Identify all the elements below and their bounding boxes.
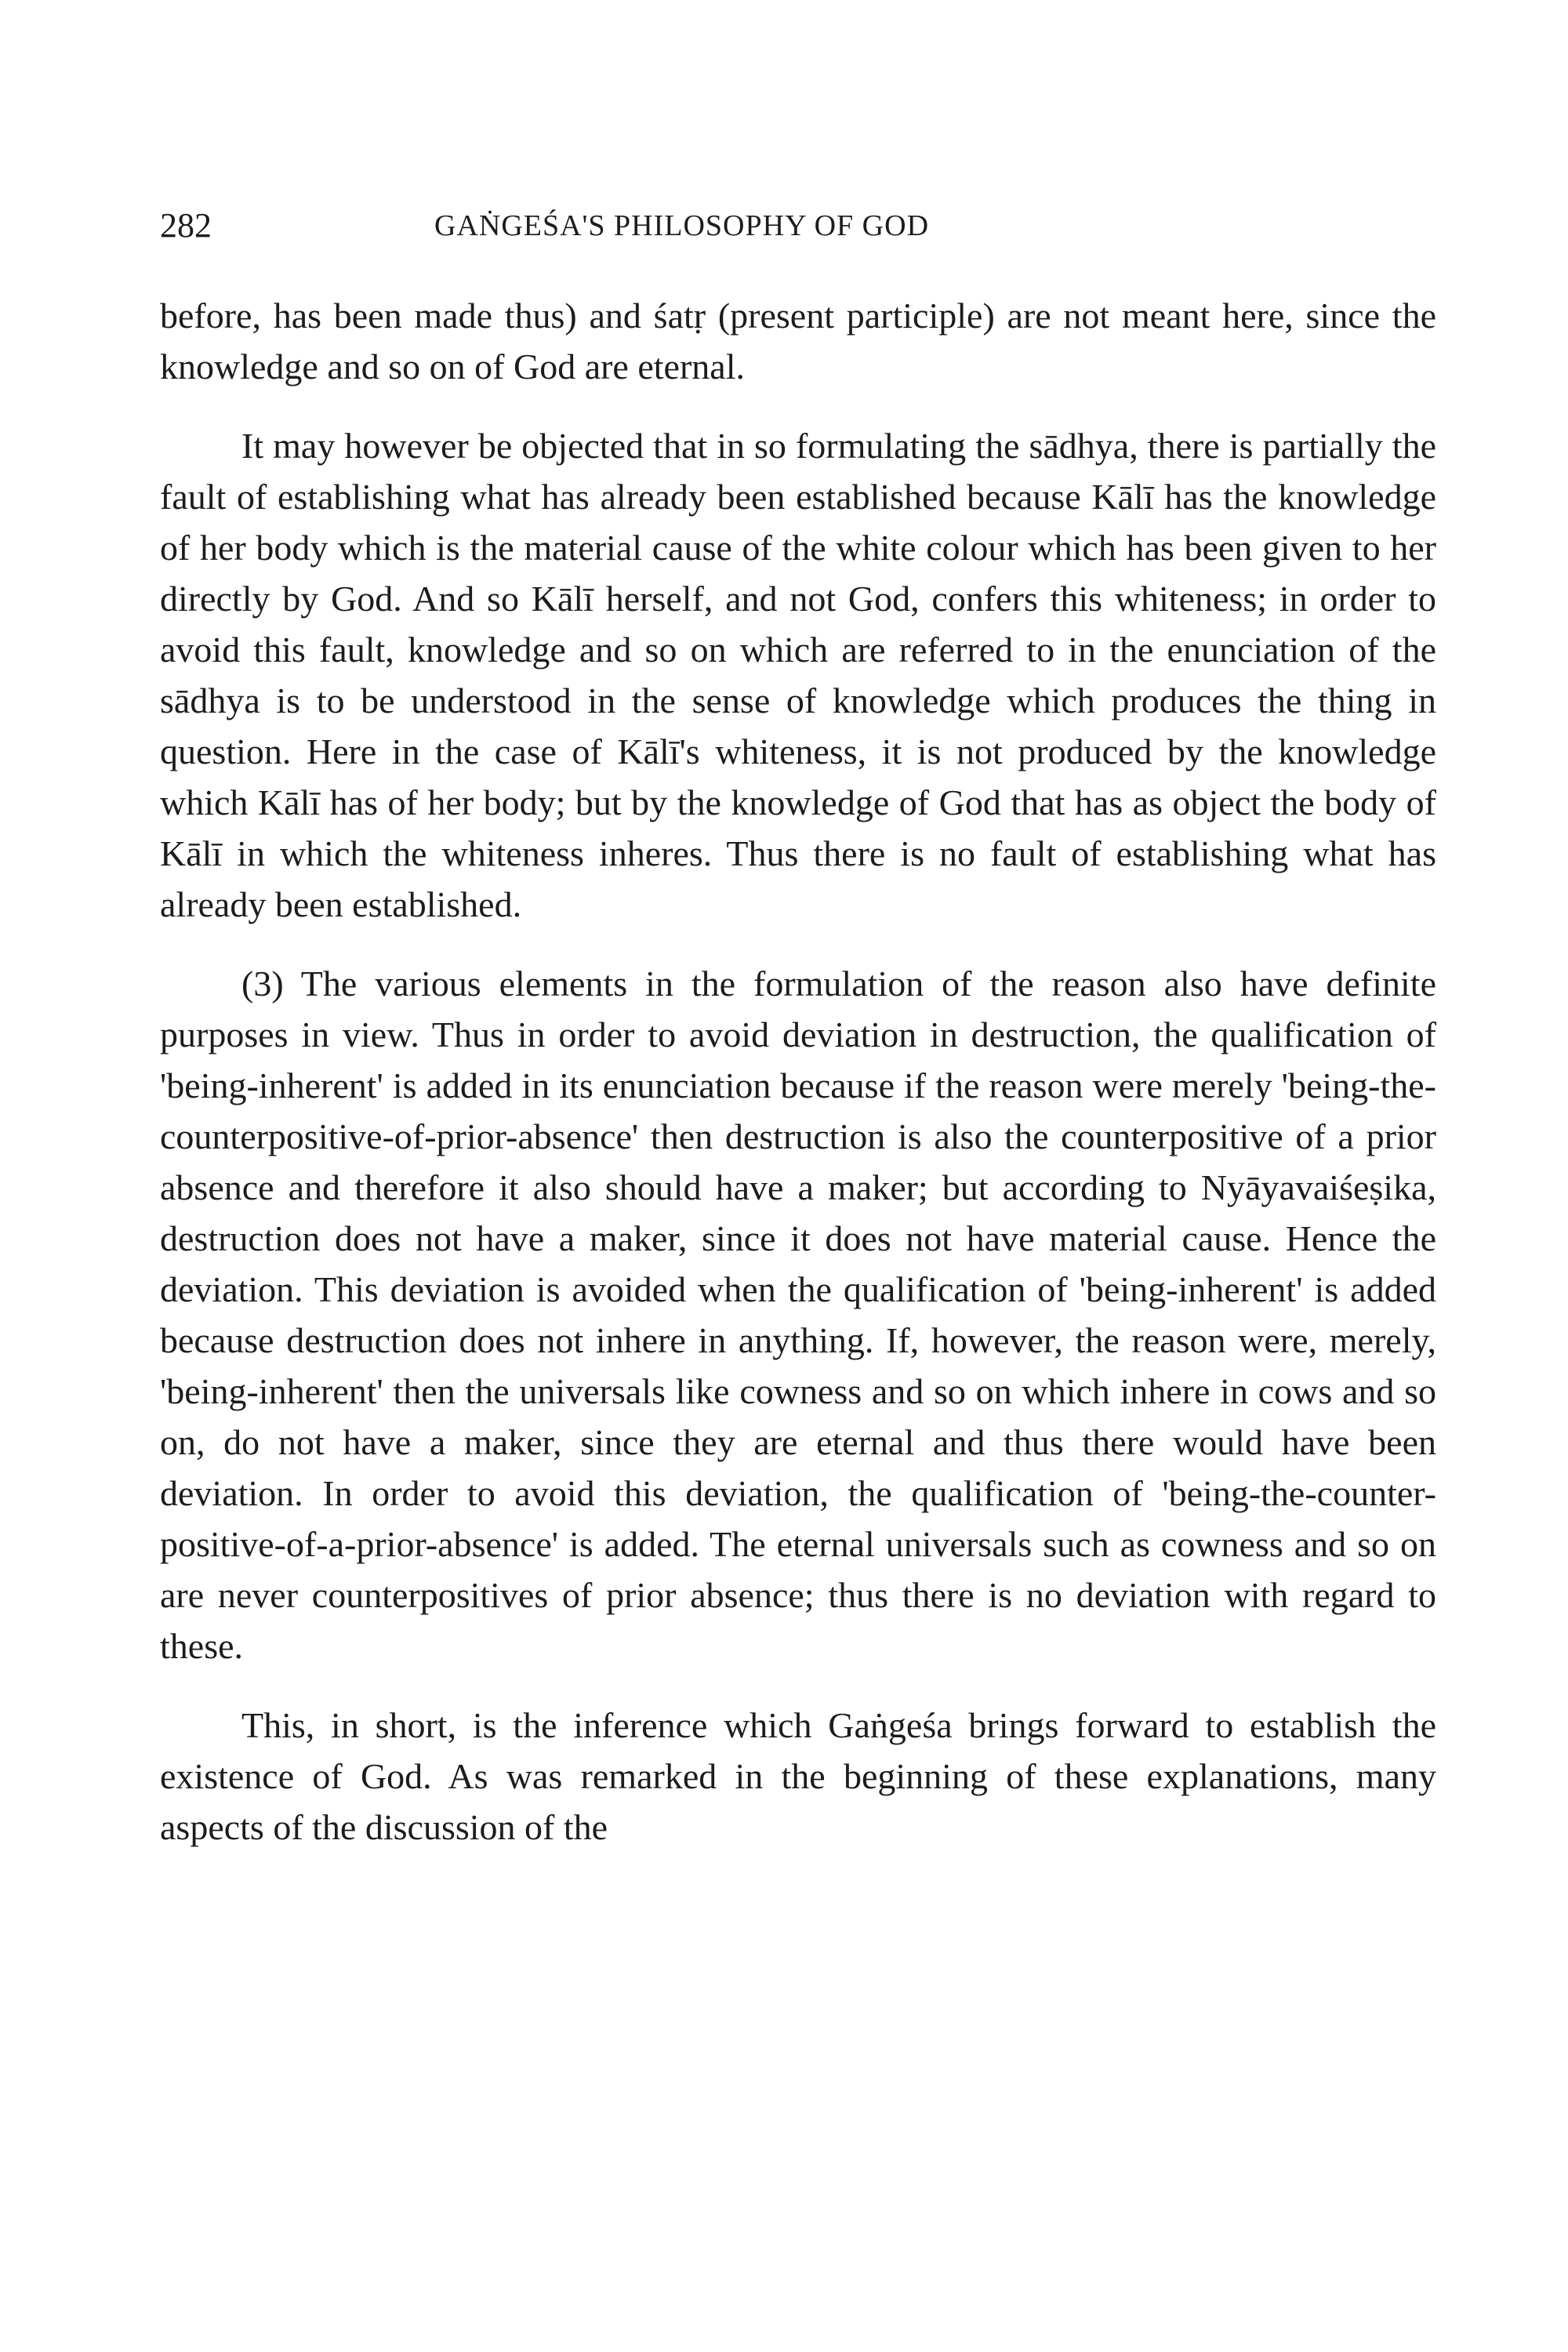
book-page bbox=[160, 205, 1436, 1853]
running-title: GAṄGEŚA'S PHILOSOPHY OF GOD bbox=[434, 209, 930, 242]
paragraph-summary: This, in short, is the inference which Gaṅgeśa brings forward to establish the existence of God. As was remarked in the beginning of these explanations, many aspects of the discussion of the bbox=[160, 1705, 1436, 1847]
paragraph-continuation: before, has been made thus) and śatṛ (present participle) are not meant here, since the knowledge and so on of God are eternal. bbox=[160, 296, 1436, 387]
paragraph-objection: It may however be objected that in so formulating the sādhya, there is partially the fault of establishing what has already been established because Kālī has the knowledge of her body which is the material cause of the white colour which has been given to her directly by God. And so Kālī herself, and not God, confers this whiteness; in order to avoid this fault, knowledge and so on which are referred to in the enunciation of the sādhya is to be understood in the sense of knowledge which produces the thing in question. Here in the case of Kālī's whiteness, it is not produced by the knowledge which Kālī has of her body; but by the knowledge of God that has as object the body of Kālī in which the whiteness inheres. Thus there is no fault of establishing what has already been established. bbox=[160, 426, 1436, 924]
page-number: 282 bbox=[160, 206, 212, 245]
body-text bbox=[160, 290, 1436, 1853]
paragraph-reason-elements: (3) The various elements in the formulation of the reason also have definite purposes in view. Thus in order to avoid deviation in destruction, the qualification of 'being-inherent' is added in its enunciation because if the reason were merely 'being-the-counterpositive-of-prior-absence' then destruction is also the counterpositive of a prior absence and therefore it also should have a maker; but according to Nyāyavaiśeṣika, destruction does not have a maker, since it does not have material cause. Hence the deviation. This deviation is avoided when the qualification of 'being-inherent' is added because destruction does not inhere in anything. If, however, the reason were, merely, 'being-inherent' then the universals like cowness and so on which inhere in cows and so on, do not have a maker, since they are eternal and thus there would have been deviation. In order to avoid this deviation, the qualification of 'being-the-counter-positive-of-a-prior-absence' is added. The eternal universals such as cowness and so on are never counterpositives of prior absence; thus there is no deviation with regard to these. bbox=[160, 964, 1436, 1666]
running-head bbox=[160, 205, 1436, 252]
